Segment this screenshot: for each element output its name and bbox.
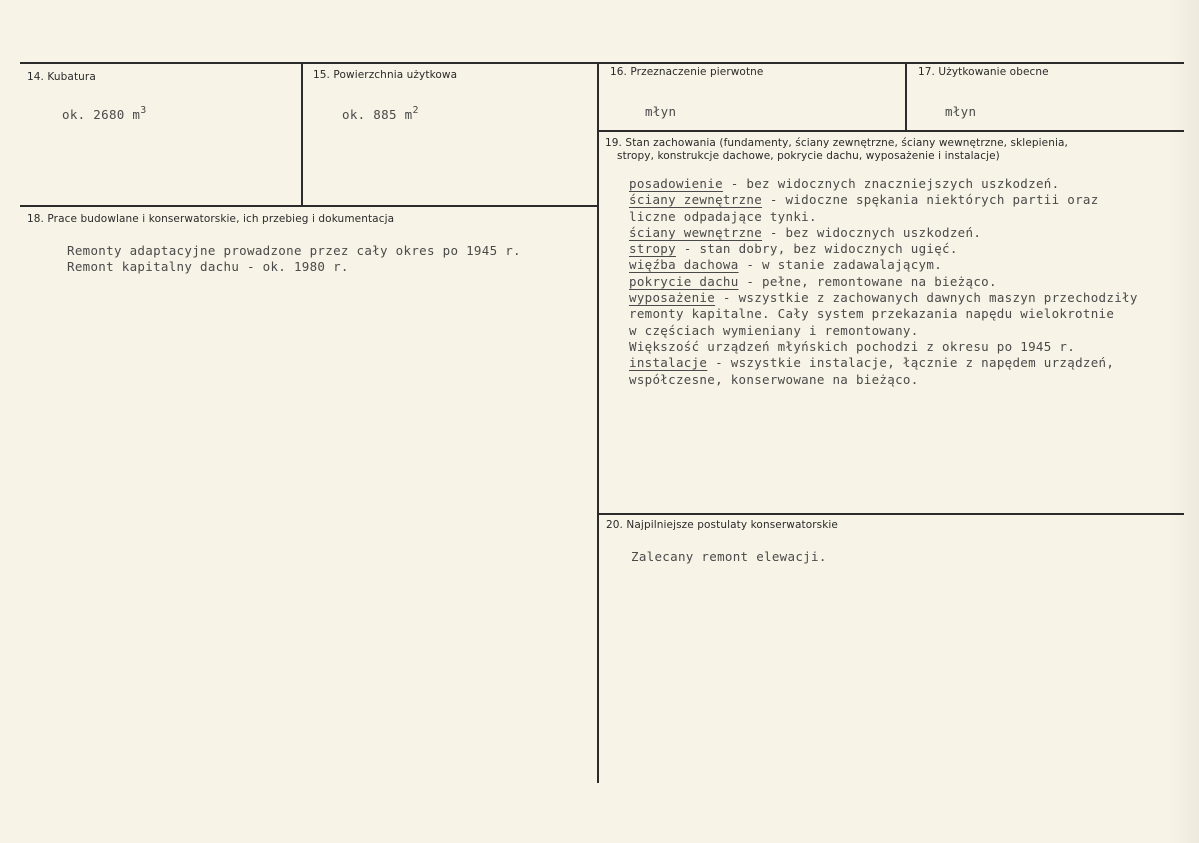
divider-16-17: [905, 63, 907, 130]
stan-line: [629, 192, 1138, 208]
stan-term: pokrycie dachu: [629, 273, 739, 289]
stan-rest: - stan dobry, bez widocznych ugięć.: [675, 241, 958, 257]
stan-line: [629, 209, 1138, 225]
stan-rest: - wszystkie instalacje, łącznie z napędem urządzeń,: [707, 355, 1115, 371]
stan-rest: - widoczne spękania niektórych partii oraz: [762, 192, 1099, 208]
stan-line: [629, 257, 1138, 273]
main-vertical-divider: [597, 63, 599, 783]
stan-rest: - bez widocznych znaczniejszych uszkodzeń.: [722, 176, 1060, 191]
powierzchnia-value-text: ok. 885 m: [342, 107, 413, 122]
rule-above-20: [598, 513, 1184, 515]
stan-line: [629, 176, 1138, 192]
stan-line: [629, 274, 1138, 290]
postulaty-value: Zalecany remont elewacji.: [631, 549, 827, 564]
kubatura-value: [62, 107, 147, 123]
stan-line: [629, 323, 1138, 339]
paper-edge-shade: [1169, 0, 1199, 843]
stan-line: [629, 339, 1138, 355]
stan-line: [629, 225, 1138, 241]
stan-rest: remonty kapitalne. Cały system przekazania napędu wielokrotnie: [629, 306, 1115, 322]
stan-label-line-2: stropy, konstrukcje dachowe, pokrycie dachu, wyposażenie i instalacje): [617, 150, 1000, 162]
stan-term: stropy: [629, 241, 676, 257]
stan-line: [629, 241, 1138, 257]
kubatura-exponent: 3: [140, 105, 147, 116]
kubatura-label: 14. Kubatura: [27, 71, 96, 83]
stan-label: [605, 137, 1068, 163]
stan-term: wyposażenie: [629, 290, 716, 306]
stan-rest: - w stanie zadawalającym.: [738, 257, 943, 273]
kubatura-value-text: ok. 2680 m: [62, 107, 141, 122]
stan-term: instalacje: [629, 355, 708, 371]
divider-14-15: [301, 63, 303, 206]
rule-below-16-17: [598, 130, 1184, 132]
stan-rest: - wszystkie z zachowanych dawnych maszyn przechodziły: [715, 290, 1138, 306]
stan-line: [629, 372, 1138, 388]
stan-rest: - pełne, remontowane na bieżąco.: [738, 273, 997, 289]
przeznaczenie-value: młyn: [645, 104, 677, 119]
stan-rest: - bez widocznych uszkodzeń.: [762, 224, 982, 240]
prace-line-1: Remonty adaptacyjne prowadzone przez cały okres po 1945 r.: [67, 243, 521, 258]
stan-label-line-1: 19. Stan zachowania (fundamenty, ściany zewnętrzne, ściany wewnętrzne, sklepienia,: [605, 137, 1068, 149]
powierzchnia-label: 15. Powierzchnia użytkowa: [313, 69, 458, 81]
postulaty-label: 20. Najpilniejsze postulaty konserwatorskie: [606, 519, 838, 531]
stan-rest: liczne odpadające tynki.: [629, 208, 817, 224]
prace-line-2: Remont kapitalny dachu - ok. 1980 r.: [67, 259, 349, 275]
stan-rest: współczesne, konserwowane na bieżąco.: [629, 371, 919, 387]
stan-text: [629, 176, 1138, 388]
stan-rest: w częściach wymieniany i remontowany.: [629, 322, 919, 338]
prace-label: 18. Prace budowlane i konserwatorskie, ich przebieg i dokumentacja: [27, 213, 395, 225]
stan-line: [629, 306, 1138, 322]
prace-text: [67, 243, 521, 276]
top-rule: [20, 62, 1184, 64]
rule-below-14-15: [20, 205, 598, 207]
powierzchnia-exponent: 2: [412, 105, 419, 116]
stan-term: więźba dachowa: [629, 257, 739, 273]
stan-term: ściany wewnętrzne: [629, 224, 763, 240]
stan-term: posadowienie: [629, 176, 723, 191]
uzytkowanie-value: młyn: [945, 104, 977, 119]
stan-rest: Większość urządzeń młyńskich pochodzi z okresu po 1945 r.: [629, 338, 1076, 354]
przeznaczenie-label: 16. Przeznaczenie pierwotne: [610, 66, 764, 78]
stan-line: [629, 290, 1138, 306]
uzytkowanie-label: 17. Użytkowanie obecne: [918, 66, 1049, 78]
stan-term: ściany zewnętrzne: [629, 192, 763, 208]
stan-line: [629, 355, 1138, 371]
powierzchnia-value: [342, 107, 419, 123]
